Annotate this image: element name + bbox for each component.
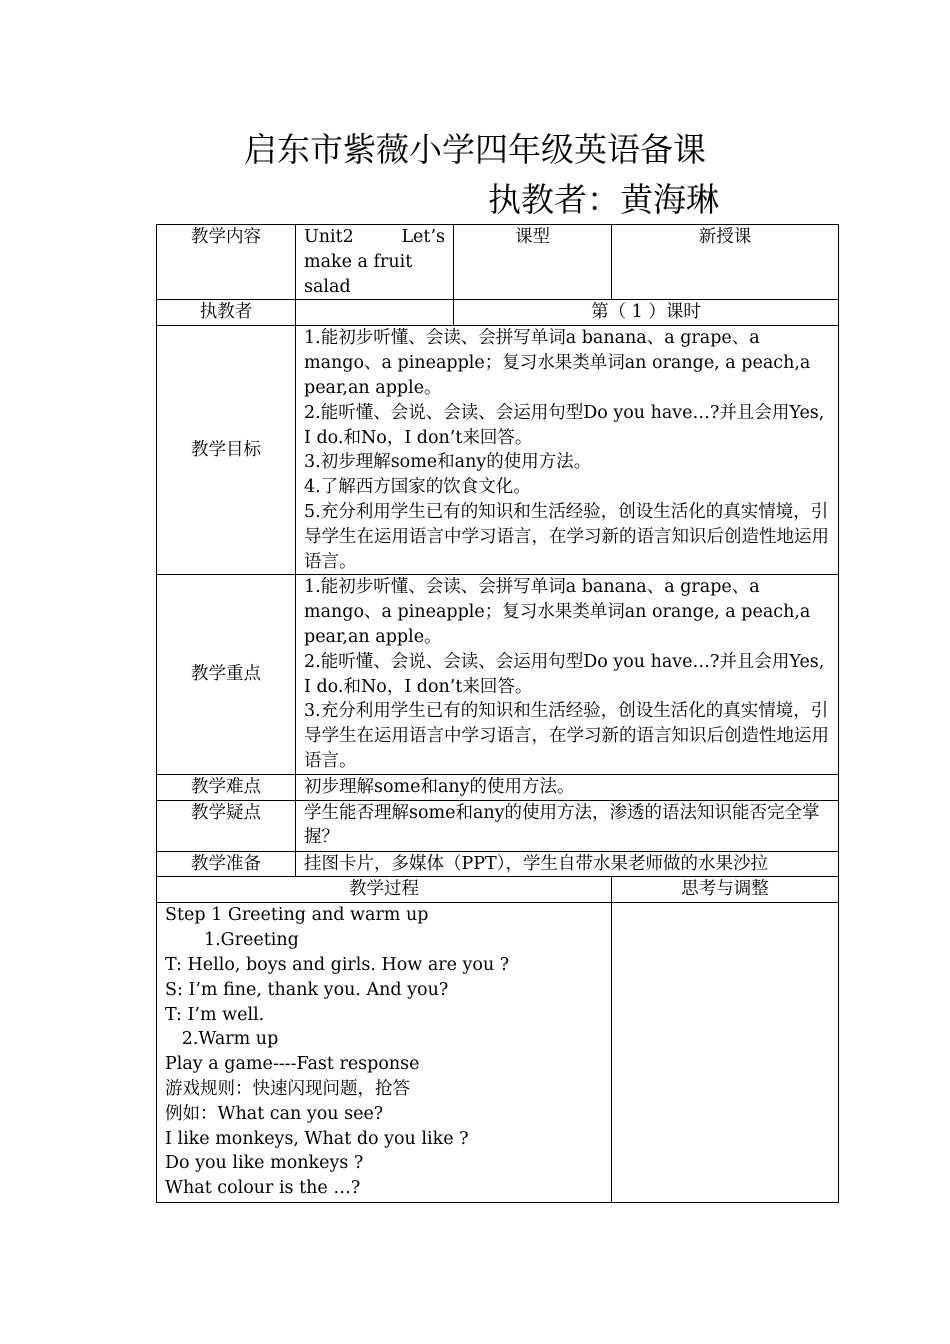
- period-value: 第（ 1 ）课时: [454, 300, 839, 326]
- doubts-value: 学生能否理解some和any的使用方法，渗透的语法知识能否完全掌握？: [296, 800, 839, 851]
- key-point-item: 3.充分利用学生已有的知识和生活经验，创设生活化的真实情境，引导学生在运用语言中学习语言，在学习新的语言知识后创造性地运用语言。: [304, 701, 829, 771]
- lesson-plan-table: [156, 224, 839, 1203]
- process-line: 游戏规则：快速闪现问题，抢答: [165, 1078, 410, 1099]
- key-point-item: 2.能听懂、会说、会读、会运用句型Do you have…?并且会用Yes, I do.和No，I don’t来回答。: [304, 651, 825, 697]
- preparation-value: 挂图卡片，多媒体（PPT），学生自带水果老师做的水果沙拉: [296, 851, 839, 877]
- process-content: [157, 903, 612, 1203]
- type-value: 新授课: [612, 225, 839, 300]
- process-line: I like monkeys, What do you like ?: [165, 1128, 469, 1149]
- teacher-value: [296, 300, 454, 326]
- process-line: T: I’m well.: [165, 1004, 265, 1025]
- difficulty-label: 教学难点: [157, 774, 296, 800]
- type-label: 课型: [454, 225, 612, 300]
- process-line: 1.Greeting: [165, 930, 299, 951]
- goals-label: 教学目标: [157, 326, 296, 575]
- page-title: 启东市紫薇小学四年级英语备课: [244, 130, 706, 169]
- process-line: 例如：What can you see?: [165, 1103, 384, 1124]
- key-points-label: 教学重点: [157, 575, 296, 774]
- difficulty-value: 初步理解some和any的使用方法。: [296, 774, 839, 800]
- goal-item: 4.了解西方国家的饮食文化。: [304, 477, 531, 498]
- process-header: 教学过程: [157, 877, 612, 903]
- content-value: [296, 225, 454, 300]
- key-point-item: 1.能初步听懂、会读、会拼写单词a banana、a grape、a mango、a pineapple；复习水果类单词an orange, a peach,a pear,an apple。: [304, 577, 811, 647]
- goal-item: 3.初步理解some和any的使用方法。: [304, 452, 592, 473]
- content-value-line1: Unit2 Let’s: [304, 227, 445, 247]
- process-line: Do you like monkeys ?: [165, 1153, 364, 1174]
- goals-content: [296, 326, 839, 575]
- key-points-content: [296, 575, 839, 774]
- process-line: Play a game----Fast response: [165, 1054, 420, 1075]
- process-line: S: I’m fine, thank you. And you?: [165, 979, 449, 1000]
- preparation-label: 教学准备: [157, 851, 296, 877]
- reflection-content: [612, 903, 839, 1203]
- process-line: What colour is the …?: [165, 1178, 361, 1199]
- teacher-label: 执教者: [157, 300, 296, 326]
- content-value-line2: make a fruit salad: [304, 251, 413, 297]
- author-line: 执教者：黄海琳: [488, 180, 719, 219]
- goal-item: 2.能听懂、会说、会读、会运用句型Do you have…?并且会用Yes, I do.和No，I don’t来回答。: [304, 402, 825, 448]
- content-label: 教学内容: [157, 225, 296, 300]
- goal-item: 1.能初步听懂、会读、会拼写单词a banana、a grape、a mango、a pineapple；复习水果类单词an orange, a peach,a pear,an apple。: [304, 328, 811, 398]
- process-line: T: Hello, boys and girls. How are you ?: [165, 954, 510, 975]
- reflection-header: 思考与调整: [612, 877, 839, 903]
- goal-item: 5.充分利用学生已有的知识和生活经验，创设生活化的真实情境，引导学生在运用语言中学习语言，在学习新的语言知识后创造性地运用语言。: [304, 501, 829, 572]
- process-line: 2.Warm up: [165, 1029, 279, 1050]
- doubts-label: 教学疑点: [157, 800, 296, 851]
- process-line: Step 1 Greeting and warm up: [165, 905, 429, 926]
